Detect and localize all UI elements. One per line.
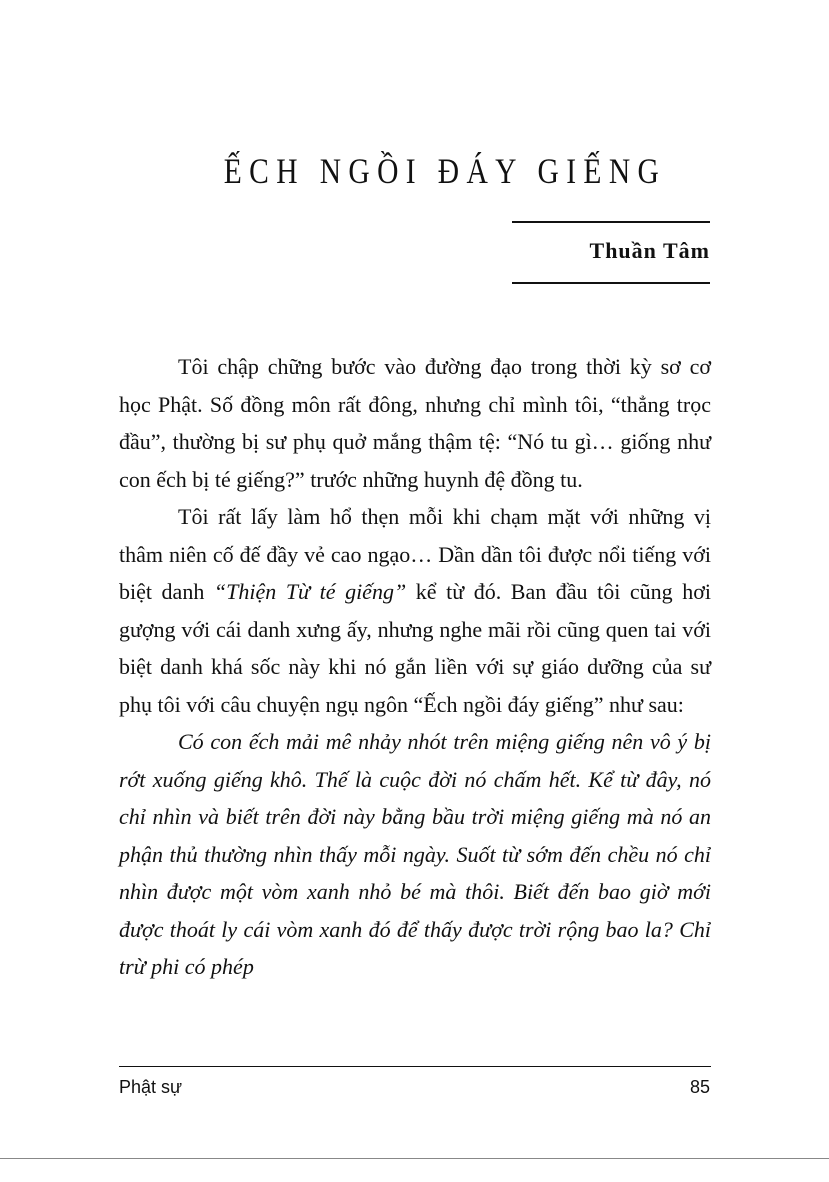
paragraph-2-text-end: kể từ đó. Ban đầu tôi cũng hơi gượng với cái danh xưng ấy, nhưng nghe mãi rồi cũng quen tai với biệt danh khá sốc này khi nó gắn liền với sự giáo dưỡng của sư phụ tôi với câu chuyện ngụ ngôn “Ếch ngồi đáy giếng” như sau: <box>119 579 711 717</box>
footer-rule <box>119 1066 711 1067</box>
article-body <box>119 348 711 986</box>
author-rule-top <box>512 221 710 223</box>
paragraph-2-text-start: Tôi rất lấy làm hổ thẹn mỗi khi chạm mặt với những vị thâm niên cố đế đầy vẻ cao ngạo… Dần dần tôi được nổi tiếng với biệt danh <box>119 504 711 604</box>
footer-publication: Phật sự <box>119 1077 183 1097</box>
footer-page-number: 85 <box>689 1077 710 1097</box>
page-bottom-edge <box>0 1158 829 1159</box>
paragraph-2 <box>119 498 711 723</box>
paragraph-3-fable: Có con ếch mải mê nhảy nhót trên miệng giếng nên vô ý bị rớt xuống giếng khô. Thế là cuộc đời nó chấm hết. Kể từ đây, nó chỉ nhìn và biết trên đời này bằng bầu trời miệng giếng mà nó an phận thủ thường nhìn thấy mỗi ngày. Suốt từ sớm đến chều nó chỉ nhìn được một vòm xanh nhỏ bé mà thôi. Biết đến bao giờ mới được thoát ly cái vòm xanh đó để thấy được trời rộng bao la? Chỉ trừ phi có phép <box>119 729 711 979</box>
nickname-quote: “Thiện Từ té giếng” <box>213 579 407 604</box>
author-rule-bottom <box>512 282 710 284</box>
article-title: ẾCH NGỒI ĐÁY GIẾNG <box>223 151 667 191</box>
paragraph-1: Tôi chập chững bước vào đường đạo trong thời kỳ sơ cơ học Phật. Số đồng môn rất đông, nhưng chỉ mình tôi, “thẳng trọc đầu”, thường bị sư phụ quở mắng thậm tệ: “Nó tu gì… giống như con ếch bị té giếng?” trước những huynh đệ đồng tu. <box>119 354 711 492</box>
article-author: Thuần Tâm <box>589 238 710 263</box>
